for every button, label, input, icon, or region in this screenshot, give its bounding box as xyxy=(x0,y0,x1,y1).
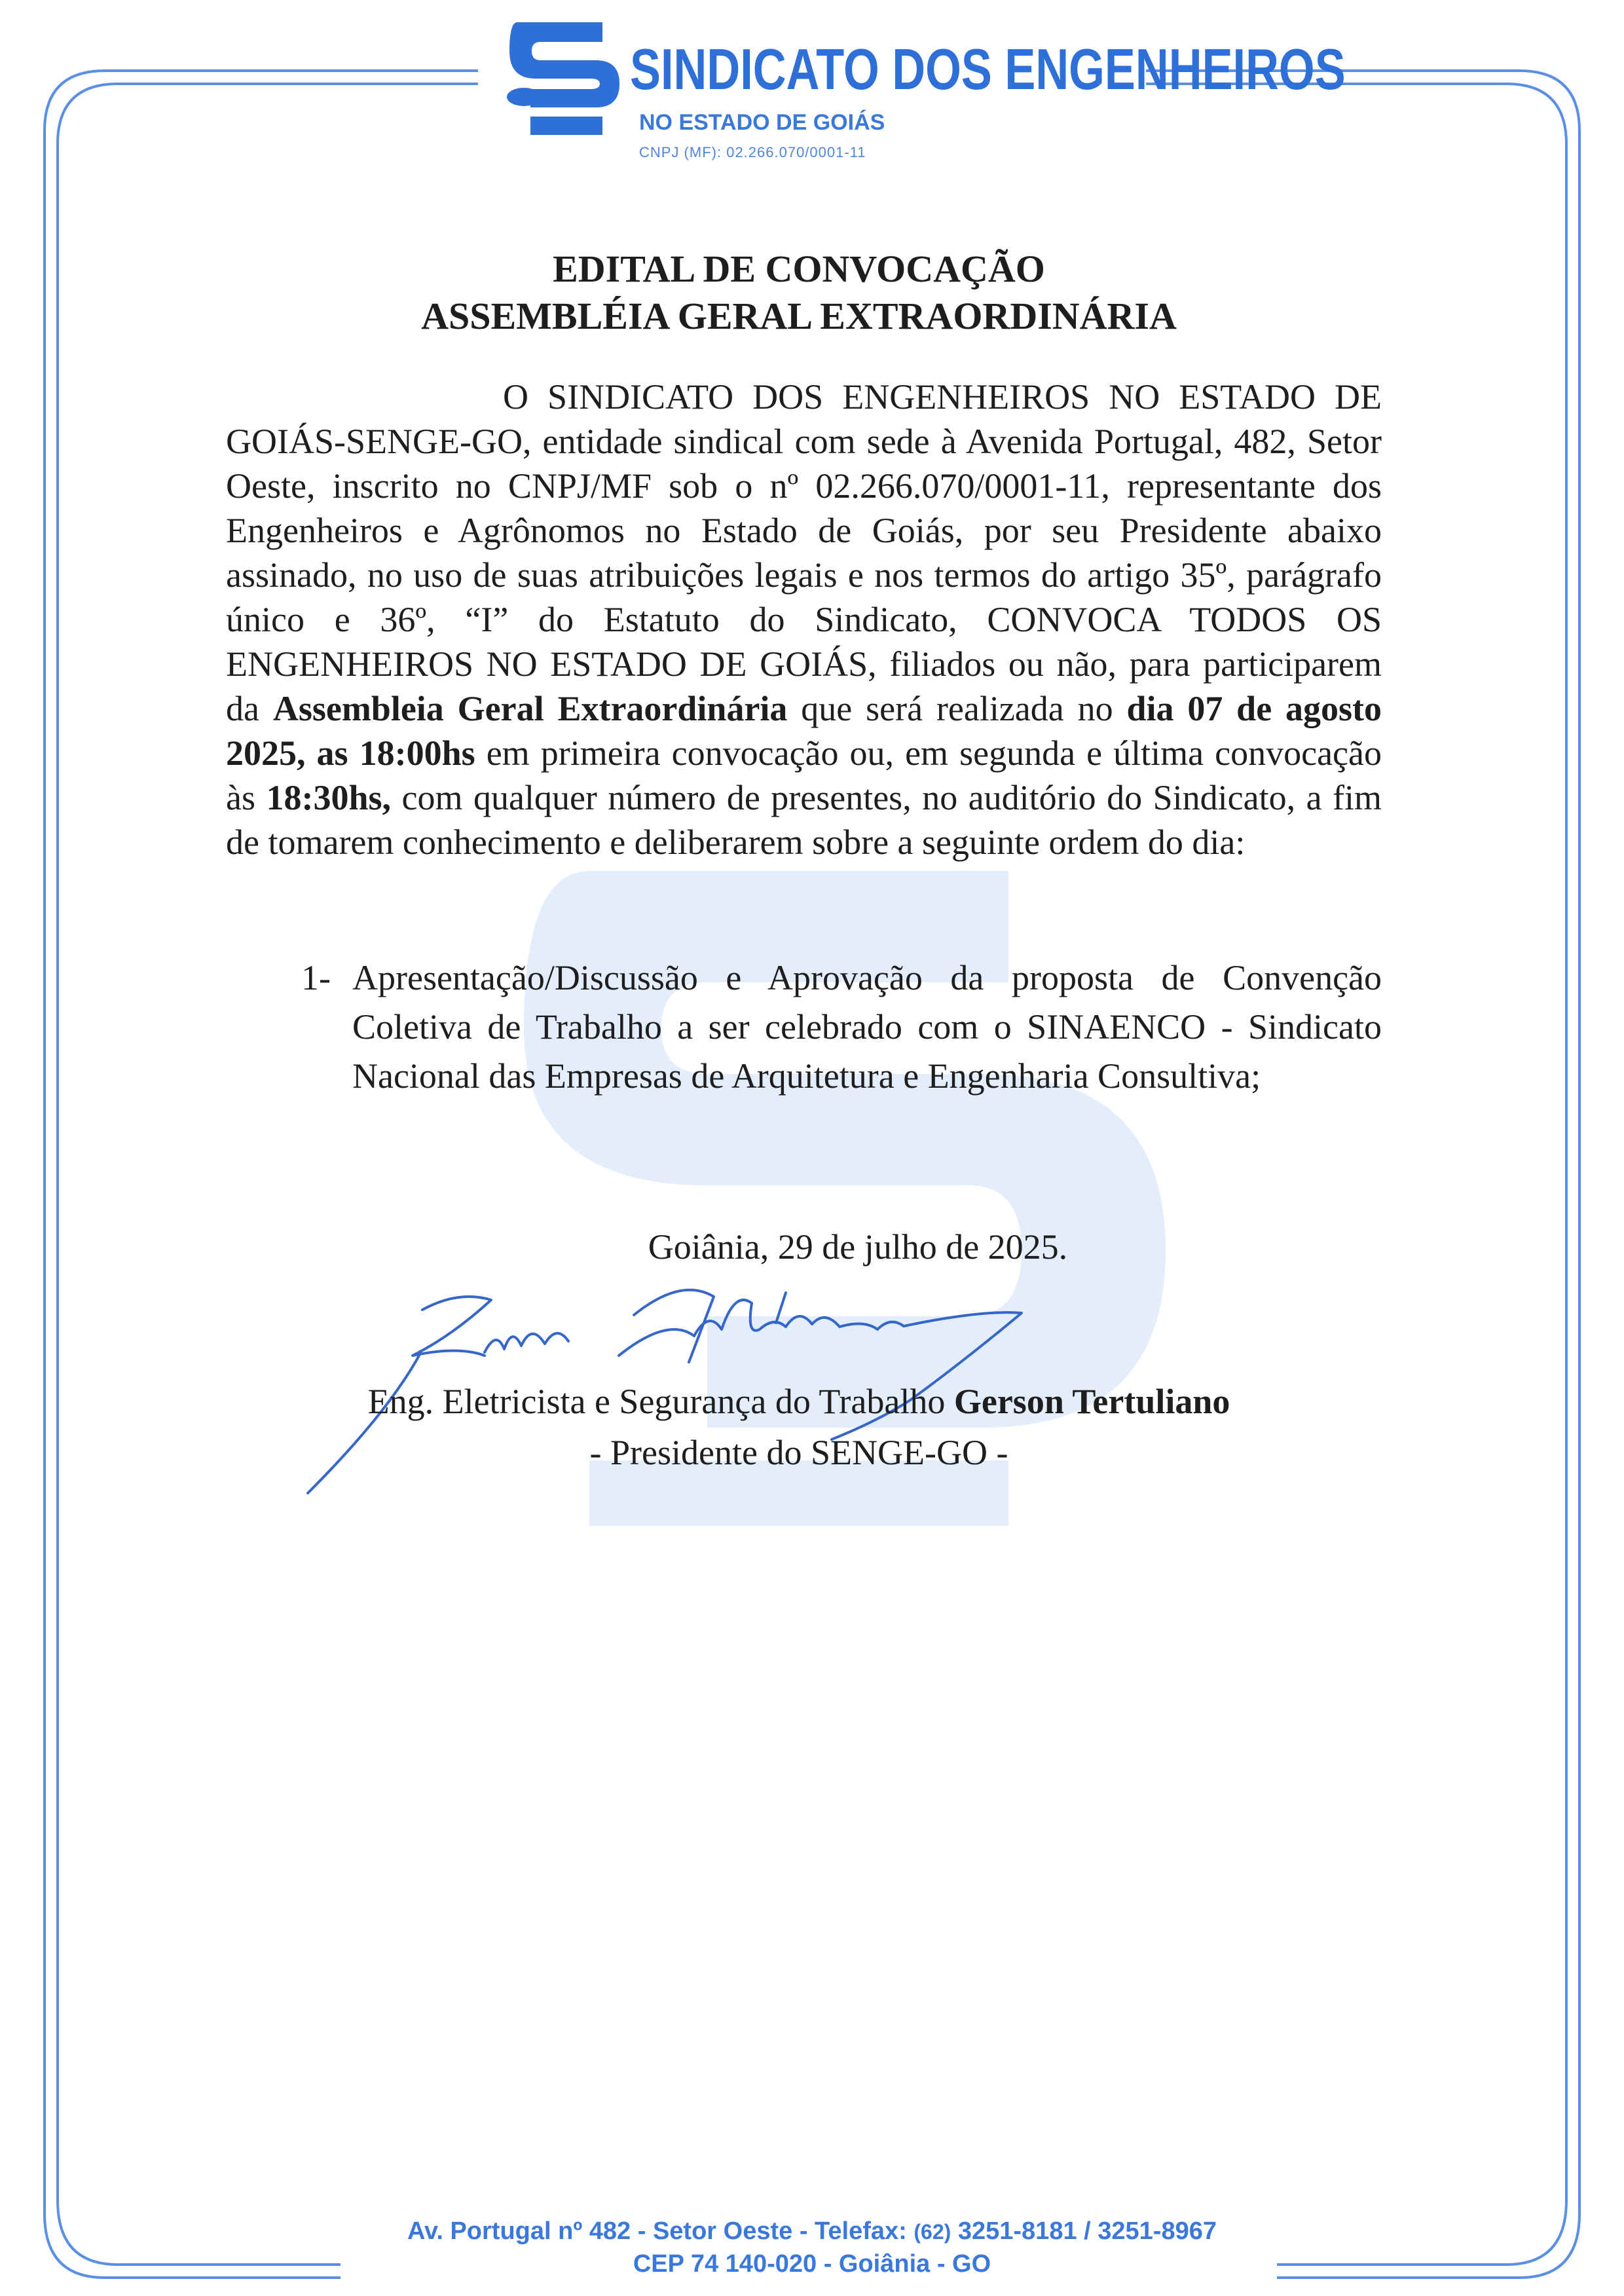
body-text-2: que será realizada no xyxy=(801,689,1113,728)
agenda-item-text: Apresentação/Discussão e Aprovação da proposta de Convenção Coletiva de Trabalho a ser celebrado com o SINAENCO - Sindicato Nacional das Empresas de Arquitetura e Engenharia Consultiva; xyxy=(352,958,1382,1096)
organization-subtitle: NO ESTADO DE GOIÁS xyxy=(639,110,885,135)
union-logo-icon xyxy=(504,18,622,149)
organization-name: SINDICATO DOS ENGENHEIROS xyxy=(630,37,1346,102)
document-subtitle: ASSEMBLÉIA GERAL EXTRAORDINÁRIA xyxy=(421,295,1177,337)
footer-address xyxy=(0,2219,1624,2244)
signer-name: Gerson Tertuliano xyxy=(953,1382,1230,1421)
footer-street: Av. Portugal nº 482 - Setor Oeste - Telefax: xyxy=(407,2217,907,2245)
agenda-item-number: 1- xyxy=(301,958,331,997)
document-title: EDITAL DE CONVOCAÇÃO xyxy=(553,248,1045,290)
body-bold-assembly: Assembleia Geral Extraordinária xyxy=(272,689,788,728)
body-bold-date: dia 07 de agosto 2025, as 18:00hs xyxy=(226,689,1382,773)
signer-line xyxy=(0,1380,1598,1423)
footer-postal-code: CEP 74 140-020 - Goiânia - GO xyxy=(633,2250,991,2278)
body-text-4: com qualquer número de presentes, no auditório do Sindicato, a fim de tomarem conhecimento e deliberarem sobre a seguinte ordem do dia: xyxy=(226,778,1382,862)
footer-phones: 3251-8181 / 3251-8967 xyxy=(957,2217,1217,2245)
place-and-date: Goiânia, 29 de julho de 2025. xyxy=(648,1227,1068,1267)
agenda-item xyxy=(301,954,1382,1101)
convocation-paragraph xyxy=(226,375,1382,864)
body-text-3: em primeira convocação ou, em segunda e última convocação às xyxy=(226,733,1382,817)
body-bold-second-call: 18:30hs, xyxy=(266,778,392,817)
organization-cnpj: CNPJ (MF): 02.266.070/0001-11 xyxy=(639,144,866,160)
signer-title: Eng. Eletricista e Segurança do Trabalho xyxy=(367,1382,946,1421)
signer-role: - Presidente do SENGE-GO - xyxy=(589,1433,1008,1472)
footer-area-code: (62) xyxy=(913,2220,951,2244)
body-text-1: O SINDICATO DOS ENGENHEIROS NO ESTADO DE GOIÁS-SENGE-GO, entidade sindical com sede à Avenida Portugal, 482, Setor Oeste, inscrito no CNPJ/MF sob o nº 02.266.070/0001-11, representante dos Engenheiros e Agrônomos no Estado de Goiás, por seu Presidente abaixo assinado, no uso de suas atribuições legais e nos termos do artigo 35º, parágrafo único e 36º, “I” do Estatuto do Sindicato, CONVOCA TODOS OS ENGENHEIROS NO ESTADO DE GOIÁS, filiados ou não, para participarem da xyxy=(226,377,1382,728)
